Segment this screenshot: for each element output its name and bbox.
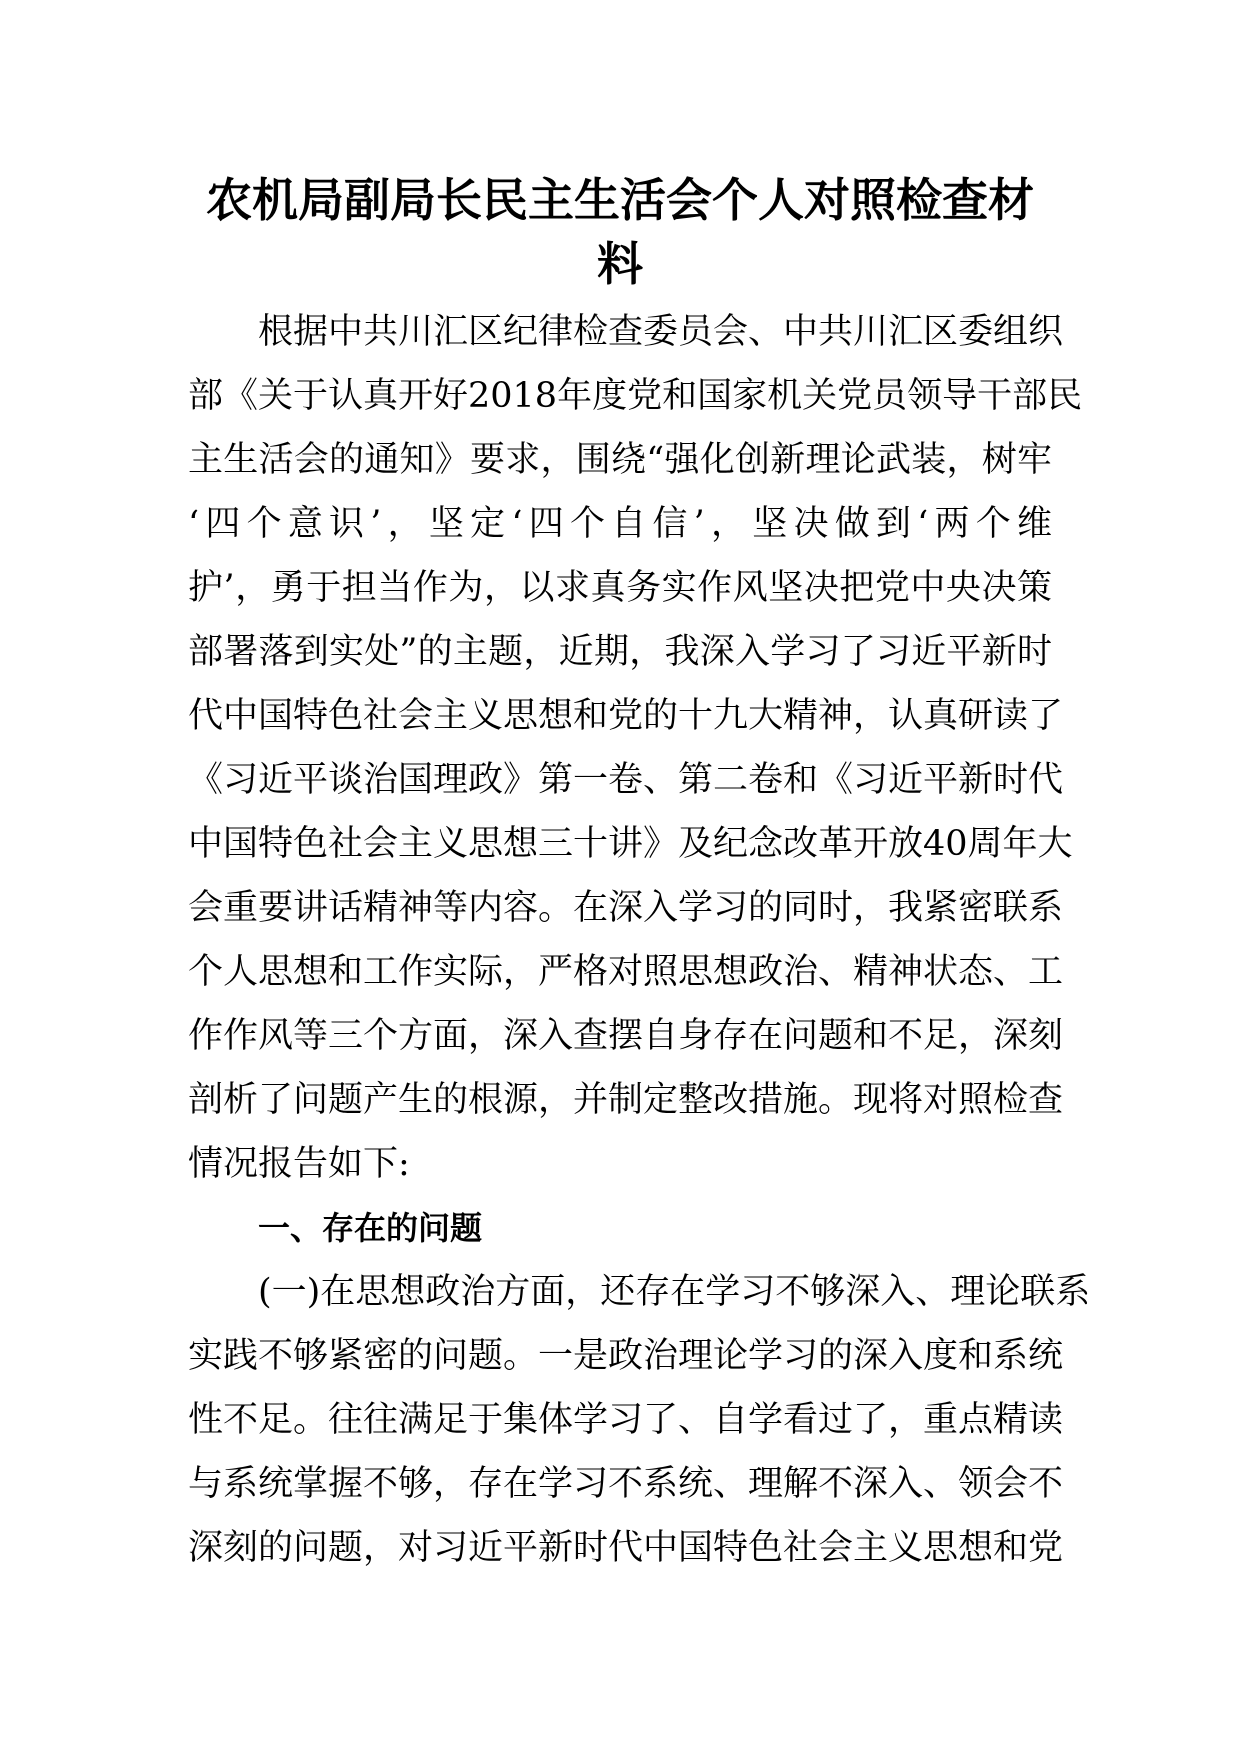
body-line: 会重要讲话精神等内容。在深入学习的同时，我紧密联系 <box>188 888 1064 928</box>
section-heading: 一、存在的问题 <box>258 1209 483 1247</box>
title-line-2: 料 <box>597 237 643 291</box>
body-line: 实践不够紧密的问题。一是政治理论学习的深入度和系统 <box>188 1336 1064 1376</box>
body-line: 深刻的问题，对习近平新时代中国特色社会主义思想和党 <box>188 1528 1064 1568</box>
body-line: 作作风等三个方面，深入查摆自身存在问题和不足，深刻 <box>188 1016 1064 1056</box>
body-line: 情况报告如下: <box>188 1144 410 1184</box>
body-line: 主生活会的通知》要求，围绕“强化创新理论武装，树牢 <box>188 440 1052 480</box>
body-line: 中国特色社会主义思想三十讲》及纪念改革开放40周年大 <box>188 824 1073 864</box>
body-line: 部署落到实处”的主题，近期，我深入学习了习近平新时 <box>188 632 1052 672</box>
body-line: 代中国特色社会主义思想和党的十九大精神，认真研读了 <box>188 696 1064 736</box>
body-line: 《习近平谈治国理政》第一卷、第二卷和《习近平新时代 <box>188 760 1064 800</box>
document-body <box>188 300 1091 1580</box>
body-line: 性不足。往往满足于集体学习了、自学看过了，重点精读 <box>188 1400 1064 1440</box>
document-title <box>188 168 1052 296</box>
body-line: 与系统掌握不够，存在学习不系统、理解不深入、领会不 <box>188 1464 1064 1504</box>
body-line: 护’，勇于担当作为，以求真务实作风坚决把党中央决策 <box>188 568 1052 608</box>
body-line: 部《关于认真开好2018年度党和国家机关党员领导干部民 <box>188 376 1083 416</box>
body-line: 个人思想和工作实际，严格对照思想政治、精神状态、工 <box>188 952 1064 992</box>
title-line-1: 农机局副局长民主生活会个人对照检查材 <box>206 173 1034 227</box>
body-line: (一)在思想政治方面，还存在学习不够深入、理论联系 <box>258 1272 1091 1312</box>
body-line: 剖析了问题产生的根源，并制定整改措施。现将对照检查 <box>188 1080 1064 1120</box>
body-line: 根据中共川汇区纪律检查委员会、中共川汇区委组织 <box>258 312 1064 352</box>
body-line: ‘四个意识’，坚定‘四个自信’，坚决做到‘两个维 <box>188 504 1052 544</box>
